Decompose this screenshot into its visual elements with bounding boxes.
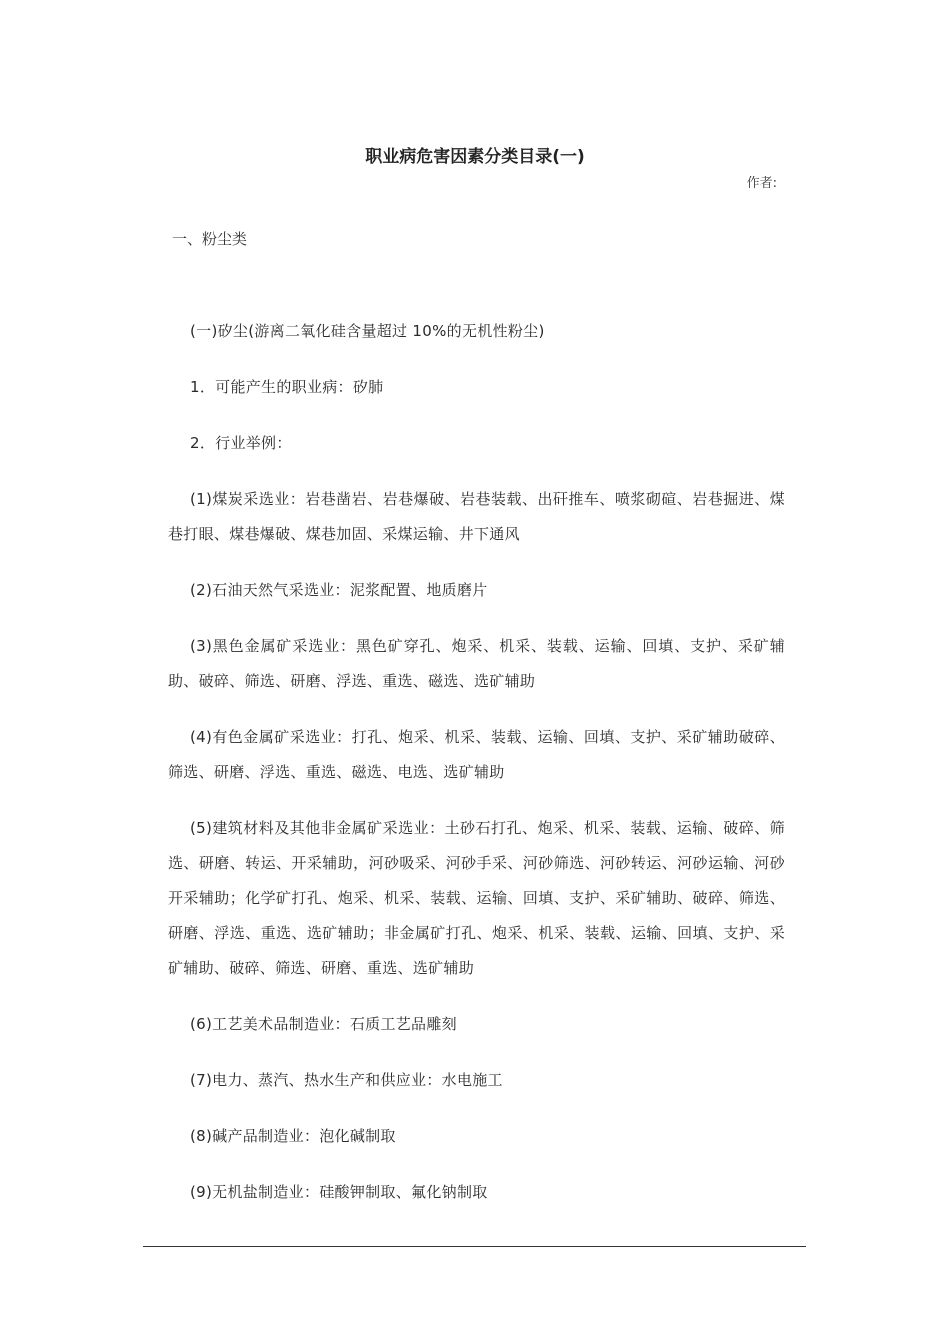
- paragraph-alkali: (8)碱产品制造业：泡化碱制取: [190, 1127, 396, 1145]
- footer-divider: [143, 1246, 806, 1247]
- paragraph-inorganic-salt: (9)无机盐制造业：硅酸钾制取、氟化钠制取: [190, 1183, 488, 1201]
- paragraph-crafts: (6)工艺美术品制造业：石质工艺品雕刻: [190, 1015, 457, 1033]
- document-body: [168, 314, 785, 1231]
- paragraph-occupational-disease: 1．可能产生的职业病：矽肺: [190, 378, 384, 396]
- paragraph-building-materials: (5)建筑材料及其他非金属矿采选业：土砂石打孔、炮采、机采、装载、运输、破碎、筛选、研磨、转运、开采辅助，河砂吸采、河砂手采、河砂筛选、河砂转运、河砂运输、河砂开采辅助；化学矿打孔、炮采、机采、装载、运输、回填、支护、采矿辅助、破碎、筛选、研磨、浮选、重选、选矿辅助；非金属矿打孔、炮采、机采、装载、运输、回填、支护、采矿辅助、破碎、筛选、研磨、重选、选矿辅助: [168, 819, 785, 977]
- paragraph-power: (7)电力、蒸汽、热水生产和供应业：水电施工: [190, 1071, 503, 1089]
- paragraph-nonferrous-metal: (4)有色金属矿采选业：打孔、炮采、机采、装载、运输、回填、支护、采矿辅助破碎、筛选、研磨、浮选、重选、磁选、电选、选矿辅助: [168, 728, 785, 781]
- paragraph-silica-dust: (一)矽尘(游离二氧化硅含量超过 10%的无机性粉尘): [190, 322, 545, 340]
- paragraph-coal-mining: (1)煤炭采选业：岩巷凿岩、岩巷爆破、岩巷装载、出矸推车、喷浆砌碹、岩巷掘进、煤巷打眼、煤巷爆破、煤巷加固、采煤运输、井下通风: [168, 490, 785, 543]
- author-label: 作者:: [746, 176, 777, 191]
- paragraph-oil-gas: (2)石油天然气采选业：泥浆配置、地质磨片: [190, 581, 488, 599]
- paragraph-industry-examples: 2．行业举例：: [190, 434, 292, 452]
- section-heading: 一、粉尘类: [172, 230, 248, 248]
- document-title: 职业病危害因素分类目录(一): [365, 147, 585, 167]
- paragraph-ferrous-metal: (3)黑色金属矿采选业：黑色矿穿孔、炮采、机采、装载、运输、回填、支护、采矿辅助、破碎、筛选、研磨、浮选、重选、磁选、选矿辅助: [168, 637, 785, 690]
